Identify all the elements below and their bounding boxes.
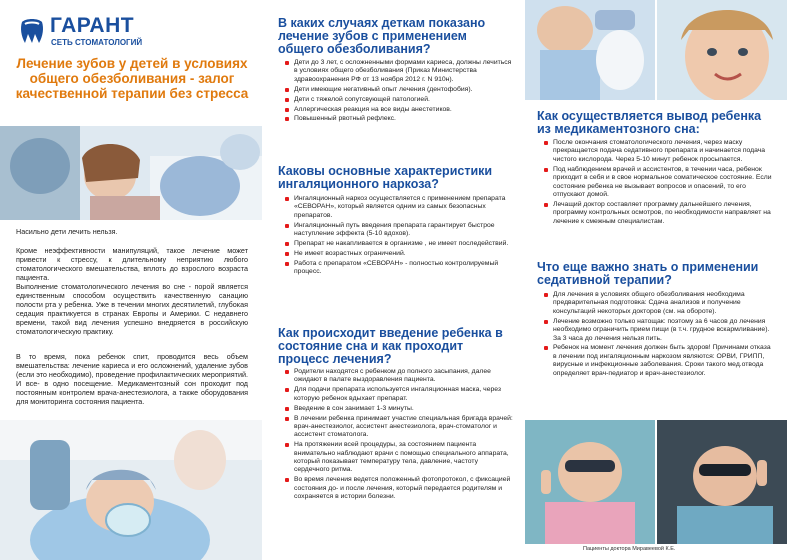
list-important [543, 291, 775, 380]
list-item: Дети с тяжелой сопутсвующей патологией. [284, 96, 514, 104]
list-item: Под наблюдением врачей и ассистентов, в течении часа, ребенок приходит в себя и в свое нормальное соматическое состояние. Если состояние ребенка не вызывает вопросов и опасений, то его отпускают домой. [543, 166, 775, 200]
list-item: Родители находятся с ребенком до полного засыпания, далее ожидают в палате выздоравления пациента. [284, 368, 514, 385]
list-item: Дети до 3 лет, с осложненными формами кариеса, должны лечиться в условиях общего обезболивания (Приказ Министерства здравоохранения РФ от 13 ноября 2012 г. N 910н). [284, 59, 514, 84]
photo-smiling-girl [657, 0, 787, 100]
paragraph-3: В то время, пока ребенок спит, проводится весь объем вмешательства: лечение кариеса и его осложнений, удаление зубов (если это необходимо), проведение профилактических мероприятий. И все- в одно посещение. Медикаментозный сон проходит под постоянным контролем врача-анестезиолога, а также оборудования для мониторинга состояния пациента. [16, 352, 248, 406]
paragraph-2: Выполнение стоматологического лечения во сне - порой является единственным способом осуществить качественную санацию полости рта у ребенка. Уже в течении многих десятилетий, глубокая седация практикуется в странах Европы и Америки. С недавнего времени, такой вид лечения успешно внедряется в российскую стоматологическую практику. [16, 282, 248, 336]
list-item: Повышенный рвотный рефлекс. [284, 115, 514, 123]
photo-doctor-gloves [525, 0, 655, 100]
list-item: Не имеет возрастных ограничений. [284, 250, 514, 258]
logo-brand: ГАРАНТ [50, 14, 135, 37]
heading-indications: В каких случаях деткам показано лечение зубов с применением общего обезболивания? [278, 16, 486, 56]
list-item: Препарат не накапливается в организме , не имеет последействий. [284, 240, 514, 248]
heading-wake-up: Как осуществляется вывод ребенка из медикаментозного сна: [537, 109, 762, 136]
list-item: В лечении ребенка принимает участие специальная бригада врачей: врач-анестезиолог, ассистент анестезиолога, врач-стоматолог и ассистент стоматолога. [284, 415, 514, 440]
list-item: После окончания стоматологического лечения, через маску прекращается подача седативного препарата и начинается подача чистого кислорода. Через 5-10 минут ребенок просыпается. [543, 139, 775, 164]
photo-child-in-chair [0, 126, 262, 220]
heading-characteristics: Каковы основные характеристики ингаляционного наркоза? [278, 164, 493, 191]
list-item: Введение в сон занимает 1-3 минуты. [284, 405, 514, 413]
list-item: Ингаляционный путь введения препарата гарантирует быстрое наступление эффекта (5-10 вдохов). [284, 222, 514, 239]
paragraph-1: Кроме неэффективности манипуляций, такое лечение может привести к стрессу, к длительному неприятию любого стоматологического вмешательства, вплоть до взрослого возраста пациента. [16, 246, 248, 282]
list-process [284, 368, 514, 503]
list-item: Лечение возможно только натощак: поэтому за 6 часов до лечения необходимо ограничить прием пищи (в т.ч. грудное вскармливание). За 3 часа до лечения нельзя пить. [543, 318, 775, 343]
panel-title: Лечение зубов у детей в условиях общего обезболивания - залог качественной терапии без стресса [15, 56, 249, 101]
panel-right [525, 0, 787, 560]
garant-logo [18, 14, 168, 50]
photo-child-mask [0, 420, 262, 560]
list-item: Работа с препаратом «СЕВОРАН» - полностью контролируемый процесс. [284, 260, 514, 277]
list-item: Для лечения в условиях общего обезболивания необходима предварительная подготовка: Сдача анализов и получение консультаций некоторых докторов (см. на обороте). [543, 291, 775, 316]
list-item: На протяжении всей процедуры, за состоянием пациента внимательно наблюдают врачи с помощью специального аппарата, который показывает температуру тела, давление, частоту сердечного ритма. [284, 441, 514, 475]
list-indications [284, 59, 514, 125]
list-characteristics [284, 195, 514, 278]
photo-patient-2 [657, 420, 787, 544]
list-wake-up [543, 139, 775, 228]
list-item: Аллергическая реакция на все виды анестетиков. [284, 106, 514, 114]
panel-left [0, 0, 262, 560]
list-item: Для подачи препарата используется ингаляционная маска, через которую ребенок вдыхает препарат. [284, 386, 514, 403]
heading-process: Как происходит введение ребенка в состояние сна и как проходит процесс лечения? [278, 326, 503, 366]
list-item: Ребенок на момент лечения должен быть здоров! Причинами отказа в лечении под ингаляционным наркозом являются: ОРВИ, ГРИПП, вирусные и инфекционные заболевания. Сроки такого мед.отвода определяет врач-педиатор и врач-анестезиолог. [543, 344, 775, 378]
logo-subtitle: СЕТЬ СТОМАТОЛОГИЙ [51, 38, 143, 47]
photo-caption: Пациенты доктора Миравеевой К.Е. [583, 546, 676, 552]
heading-important: Что еще важно знать о применении седативной терапии? [537, 260, 759, 287]
photo-patient-1 [525, 420, 655, 544]
list-item: Ингаляционный наркоз осуществляется с применением препарата «СЕВОРАН», который является одним из самых безопасных препаратов. [284, 195, 514, 220]
list-item: Дети имеющие негативный опыт лечения (дентофобия). [284, 86, 514, 94]
list-item: Во время лечения ведется положенный фотопротокол, с фиксацией состояния до- и после лечения, который передается родителям и сохраняется в истории болезни. [284, 476, 514, 501]
list-item: Лечащий доктор составляет программу дальнейшего лечения, программу контрольных осмотров, по необходимости направляет на лечение к смежным специалистам. [543, 201, 775, 226]
panel-middle [262, 0, 525, 560]
tooth-logo-icon [18, 16, 46, 46]
intro-text: Насильно дети лечить нельзя. [16, 227, 118, 236]
